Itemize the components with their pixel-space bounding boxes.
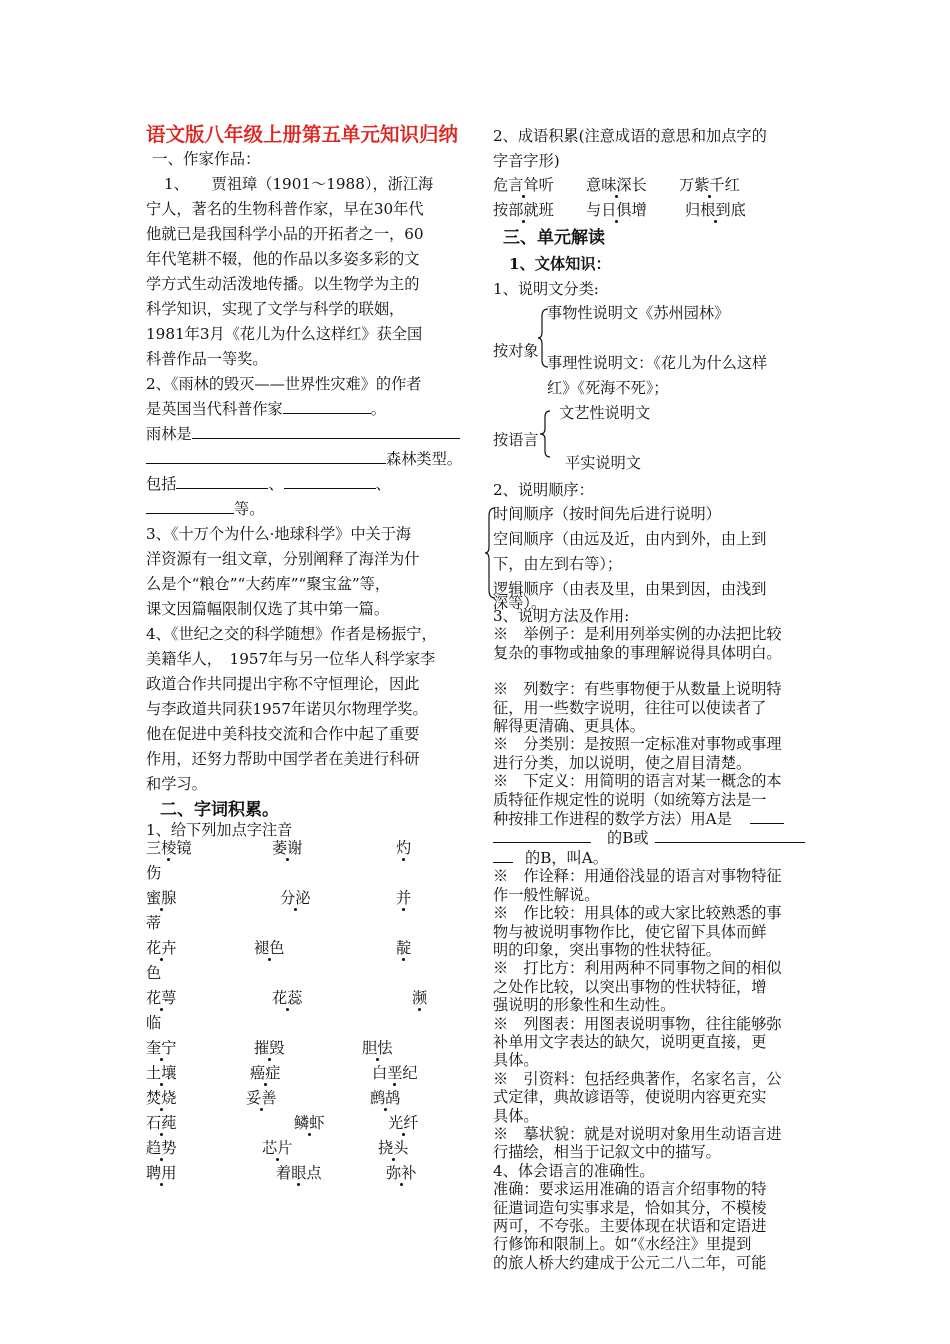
word-row	[146, 1162, 464, 1187]
classification-title: 1、说明文分类:	[493, 280, 599, 298]
word-item: 蜜腺	[146, 889, 177, 907]
word-item: 胆怯	[362, 1039, 393, 1057]
word-row	[146, 1037, 464, 1062]
method-explain: ※ 作诠释：用通俗浅显的语言对事物特征 作一般性解说。	[493, 867, 782, 904]
section-3-subheading: 1、文体知识：	[509, 255, 611, 273]
word-item: 白垩纪	[372, 1064, 418, 1082]
word-item: 临	[146, 1014, 162, 1032]
word-item: 萎谢	[272, 839, 303, 857]
method-analogy: ※ 打比方：利用两种不同事物之间的相似 之处作比较，以突出事物的性状特征，增 强说明的形象性和生动性。	[493, 959, 782, 1015]
idiom-item: 归根到底	[685, 201, 746, 219]
method-classify: ※ 分类别：是按照一定标准对事物或事理 进行分类，加以说明，使之眉目清楚。	[493, 735, 782, 772]
word-item: 摧毁	[254, 1039, 285, 1057]
word-row	[146, 1112, 464, 1137]
word-item: 挠头	[378, 1139, 409, 1157]
word-item: 并	[396, 889, 412, 907]
fill-blank[interactable]	[146, 499, 234, 514]
word-row	[146, 1087, 464, 1112]
by-object-b1: 事理性说明文：《花儿为什么这样	[547, 354, 768, 372]
word-item: 癌症	[250, 1064, 281, 1082]
fill-blank[interactable]	[493, 828, 591, 843]
word-item: 灼	[396, 839, 412, 857]
word-item: 光纤	[388, 1114, 419, 1132]
by-language-label: 按语言	[493, 431, 539, 449]
document-title: 语文版八年级上册第五单元知识归纳	[146, 123, 459, 146]
fill-blank[interactable]	[192, 424, 460, 439]
word-item: 濒	[412, 989, 428, 1007]
order-b2: 下，由左到右等）；	[493, 555, 623, 573]
item-3: 3、《十万个为什么·地球科学》中关于海 洋资源有一组文章，分别阐释了海洋为什 么是个“粮仓”“大药库”“聚宝盆”等， 课文因篇幅限制仅选了其中第一篇。	[146, 525, 420, 618]
idiom-item: 意味深长	[586, 176, 647, 194]
fill-blank[interactable]	[493, 848, 513, 863]
fill-blank[interactable]	[655, 828, 805, 843]
classification-by-language	[493, 402, 811, 478]
word-row	[146, 887, 464, 912]
word-item: 妥善	[246, 1089, 277, 1107]
method-quote: ※ 引资料：包括经典著作，名家名言，公 式定律，典故谚语等，使说明内容更充实 具体。	[493, 1069, 782, 1125]
word-row	[146, 937, 464, 962]
idiom-grid	[493, 174, 811, 224]
by-object-label: 按对象	[493, 342, 539, 360]
word-row	[146, 912, 464, 937]
word-item: 鹧鸪	[370, 1089, 401, 1107]
word-item: 鳞虾	[294, 1114, 325, 1132]
section-1-heading: 一、作家作品：	[152, 150, 261, 168]
methods-block	[493, 607, 811, 1272]
method-describe: ※ 摹状貌：就是对说明对象用生动语言进 行描绘，相当于记叙文中的描写。	[493, 1124, 782, 1162]
idiom-item: 按部就班	[493, 201, 554, 219]
methods-title: 3、说明方法及作用:	[493, 607, 630, 625]
order-b1: 空间顺序（由远及近，由内到外，由上到	[493, 530, 767, 548]
word-row	[146, 1062, 464, 1087]
classification-by-object	[493, 302, 811, 402]
word-item: 花萼	[146, 989, 177, 1007]
fill-blank[interactable]	[284, 474, 376, 489]
accuracy-text: 准确：要求运用准确的语言介绍事物的特 征遣词造句实事求是，恰如其分，不模棱 两可，不夸张。主要体现在状语和定语进 行修饰和限制上。如“《水经注》里提到 的旅人桥大约建成于公元二八二年，可能	[493, 1180, 767, 1272]
section-3-heading: 三、单元解读	[503, 228, 605, 248]
order-list	[493, 503, 811, 612]
method-chart: ※ 列图表：用图表说明事物，往往能够弥 补单用文字表达的缺欠，说明更直接，更 具体。	[493, 1014, 782, 1070]
idiom-row	[493, 199, 811, 224]
word-item: 色	[146, 964, 162, 982]
word-row	[146, 837, 464, 862]
fill-blank[interactable]	[283, 399, 371, 414]
word-item: 芯片	[262, 1139, 293, 1157]
fill-blank[interactable]	[750, 809, 784, 824]
word-item: 靛	[396, 939, 412, 957]
word-item: 分泌	[280, 889, 311, 907]
idiom-item: 与日俱增	[586, 201, 647, 219]
word-item: 石莼	[146, 1114, 177, 1132]
word-item: 褪色	[254, 939, 285, 957]
brace-icon	[539, 410, 551, 458]
word-item: 伤	[146, 864, 162, 882]
word-item: 花蕊	[272, 989, 303, 1007]
item-4: 4、《世纪之交的科学随想》作者是杨振宁， 美籍华人， 1957年与另一位华人科学家李 政道合作共同提出宇称不守恒理论，因此 与李政道共同获1957年诺贝尔物理学奖。 他在促进中美科技交流和合作中起了重要 作用，还努力帮助中国学者在美进行科研 和学习。	[146, 625, 437, 793]
order-c1: 逻辑顺序（由表及里，由果到因，由浅到	[493, 580, 767, 598]
method-numbers: ※ 列数字：有些事物便于从数量上说明特 征，用一些数字说明，往往可以使读者了 解得更清确、更具体。	[493, 680, 782, 736]
idiom-heading: 2、成语积累(注意成语的意思和加点字的 字音字形)	[493, 127, 767, 170]
right-column	[493, 124, 811, 1272]
word-row	[146, 862, 464, 887]
left-column	[146, 122, 464, 1187]
item-2: 2、《雨林的毁灭——世界性灾难》的作者 是英国当代科普作家 。 雨林是 森林类型。 包括 、 、 等。	[146, 375, 462, 518]
by-object-b2: 红》《死海不死》；	[547, 379, 669, 397]
word-item: 聘用	[146, 1164, 177, 1182]
word-item: 焚烧	[146, 1089, 177, 1107]
word-item: 蒂	[146, 914, 162, 932]
word-item: 土壤	[146, 1064, 177, 1082]
method-examples: ※ 举例子：是利用列举实例的办法把比较 复杂的事物或抽象的事理解说得具体明白。	[493, 625, 782, 662]
by-language-b: 平实说明文	[565, 454, 641, 472]
section-2-heading: 二、字词积累。	[160, 800, 279, 820]
accuracy-title: 4、体会语言的准确性。	[493, 1161, 655, 1180]
fill-blank[interactable]	[176, 474, 268, 489]
by-language-a: 文艺性说明文	[559, 404, 651, 422]
word-item: 趋势	[146, 1139, 177, 1157]
by-object-a: 事物性说明文《苏州园林》	[547, 304, 730, 322]
word-item: 弥补	[386, 1164, 417, 1182]
section-2-subheading: 1、给下列加点字注音	[146, 821, 293, 839]
item-1: 1、 贾祖璋（1901～1988），浙江海 宁人，著名的生物科普作家，早在30年代 他就已是我国科学小品的开拓者之一，60 年代笔耕不辍，他的作品以多姿多彩的文 学方式生动活泼地传播。以生物学为主的 科学知识，实现了文学与科学的联姻， 1981年3月《花儿为什么这样红》获全国 科普作品一等奖。	[146, 175, 434, 368]
word-row	[146, 1012, 464, 1037]
fill-blank[interactable]	[146, 449, 386, 464]
word-row	[146, 1137, 464, 1162]
method-compare: ※ 作比较：用具体的或大家比较熟悉的事 物与被说明事物作比，使它留下具体而鲜 明的印象，突出事物的性状特征。	[493, 904, 782, 959]
word-item: 着眼点	[276, 1164, 322, 1182]
idiom-item: 万紫千红	[679, 176, 740, 194]
word-grid	[146, 837, 464, 1187]
idiom-item: 危言耸听	[493, 176, 554, 194]
word-item: 三棱镜	[146, 839, 192, 857]
order-a: 时间顺序（按时间先后进行说明）	[493, 505, 721, 523]
word-item: 奎宁	[146, 1039, 177, 1057]
idiom-row	[493, 174, 811, 199]
order-c2: 深等）。	[493, 594, 547, 612]
order-title: 2、说明顺序：	[493, 481, 594, 499]
method-define: ※ 下定义：用简明的语言对某一概念的本 质特征作规定性的说明（如统筹方法是一 种按排工作进程的数学方法）用A是 的B或 的B，叫A。	[493, 772, 811, 867]
word-row	[146, 987, 464, 1012]
word-row	[146, 962, 464, 987]
word-item: 花卉	[146, 939, 177, 957]
